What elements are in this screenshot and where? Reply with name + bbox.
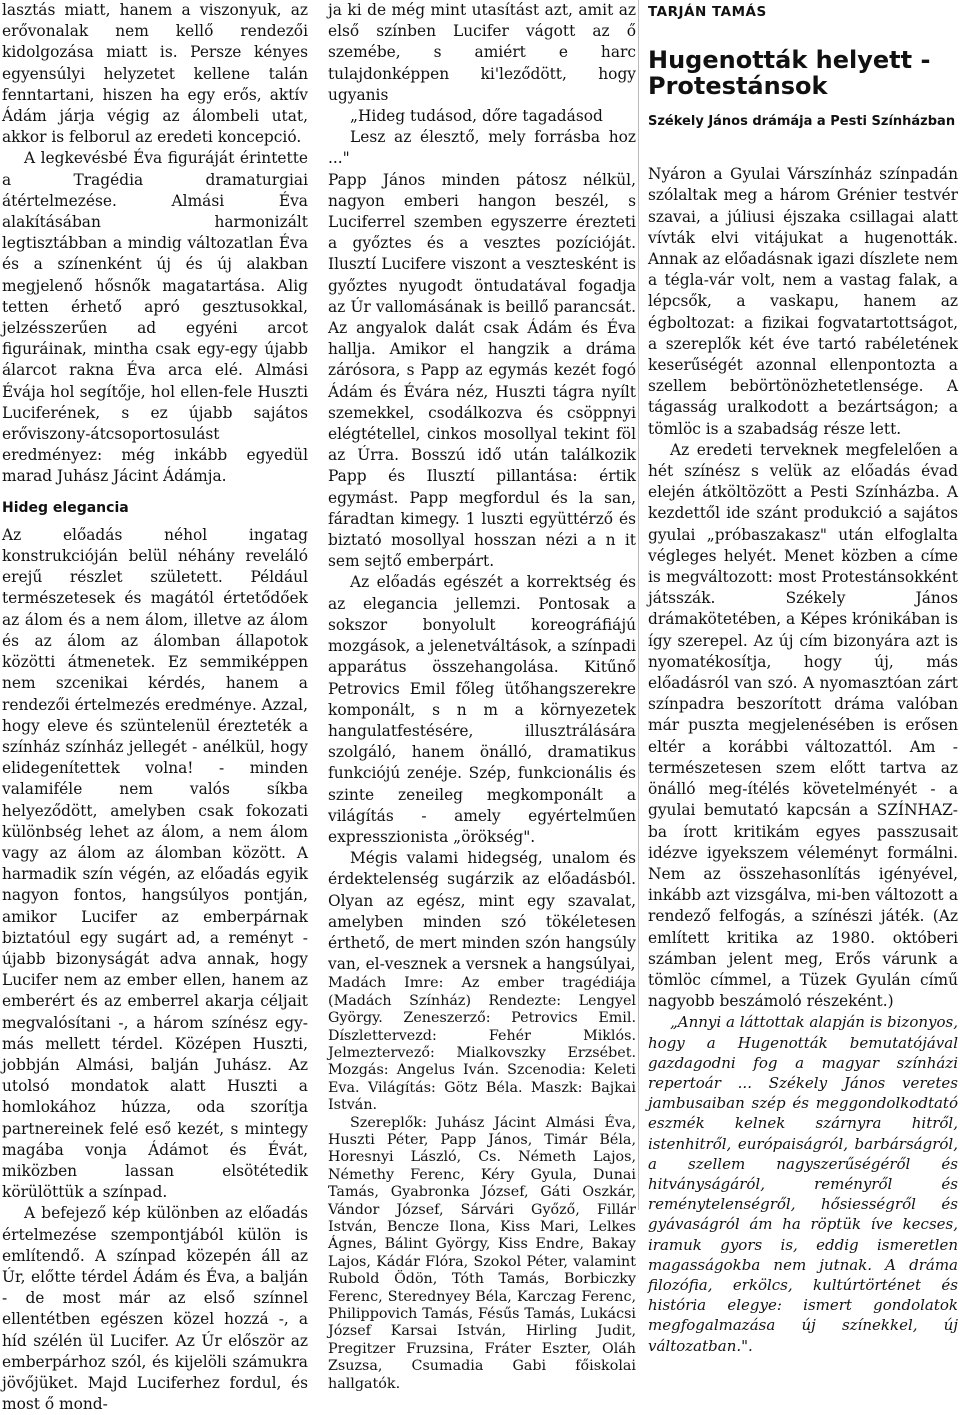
cast-list: Szereplők: Juhász Jácint Almási Éva, Huszti Péter, Papp János, Timár Béla, Horesnyi László, Cs. Németh Lajos, Némethy Ferenc, Kéry Gyula, Dunai Tamás, Gyabronka József, Gáti Oszkár, Vándor József, Sárvári Győző, Fillár István, Bencze Ilona, Kiss Mari, Lelkes Ágnes, Bálint György, Kiss Endre, Bakay Lajos, Kádár Flóra, Szokol Péter, valamint Rubold Ödön, Tóth Tamás, Borbiczky Ferenc, Sterednyey Béla, Karczag Ferenc, Philippovich Tamás, Fésűs Tamás, Lukácsi József Karsai István, Hirling Judit, Pregitzer Fruzsina, Fráter Eszter, Oláh Zsuzsa, Csumadia Gabi főiskolai hallgatók. — [328, 1114, 636, 1392]
author-name: TARJÁN TAMÁS — [648, 4, 767, 20]
paragraph: Az előadás néhol ingatag konstrukcióján belül néhány reveláló erejű részlet született. Például természetesek és magától értetődőek az álom és a nem álom, illetve az álom és az álom az álomban állapotok közötti átmenetek. Ez semmiképpen nem szcenikai kérdés, hanem a rendezői értelmezés eredménye. Azzal, hogy eleve és szüntelenül érezteték a színház színház jellegét - anélkül, hogy elidegenítettek volna! - minden valamiféle nem valós síkba helyeződött, amelyben csak fokozati különbség lehet az álom, a nem álom vagy az álom az álomban között. A harmadik szín végén, az előadás egyik nagyon fontos, hangsúlyos pontján, amikor Lucifer az emberpárnak biztatóul egy sugárt ad, a reményt - újabb bizonyságát adva annak, hogy Lucifer nem az ember ellen, hanem az emberért és az emberrel akarja céljait megvalósítani -, a három színész egy-más mellett térdel. Középen Huszti, jobbján Almási, balján Juhász. Az utolsó mondatok alatt Huszti a homlokához húzza, oda szorítja partnereinek felé eső kezét, s mintegy magába vonja Ádámot és Évát, miközben lassan elsötétedik körülöttük a színpad. — [2, 525, 308, 1202]
paragraph: Az eredeti terveknek megfelelően a hét színész s velük az előadás évad elején átköltözött a Pesti Színházba. A kezdettől ide szánt produkció a sajátos gyulai „próbaszakasz" után elfoglalta végleges helyét. Menet közben a címe is megváltozott: most Protestánsokként játsszák. Székely János drámakötetében, a Képes krónikában is így szerepel. Az új cím bizonyára azt is nyomatékosítja, hogy új, más előadásról van szó. A nyomasztóan zárt színpadra beszorított dráma valóban már puszta megjelenésében is erősen eltér a korábbi változattól. Am - természetesen szem előtt tartva az önálló meg-ítélés követelményét - a gyulai bemutató kapcsán a SZÍNHAZ-ba írott kritikám egyes passzusait idézve igyekszem véleményt formálni. Nem az összehasonlítás igényével, inkább azt vizsgálva, mi-ben változott a rendező felfogás, a színészi játék. (Az említett kritika az 1980. októberi számban jelent meg, Erős várunk a tömlöc címmel, a Tüzek Gyulán című nagyobb beszámoló részeként.) — [648, 440, 958, 1011]
paragraph: A legkevésbé Éva figuráját érintette a Tragédia dramaturgiai átértelmezése. Almási Éva alakításában harmonizált legtisztábban a mindig változatlan Éva és a színenként új és új alakban megjelenő hősnők magatartása. Alig tetten érhető apró gesztusokkal, jelzésszerűen ad egyéni arcot figuráinak, mintha csak egy-egy újabb álarcot rakna Éva arca elé. Almási Évája hol segítője, hol ellen-fele Huszti Luciferének, s ez újabb sajátos erőviszony-átcsoportosulást eredményez: még inkább egyedül marad Juhász Jácint Ádámja. — [2, 149, 308, 486]
article-title: Hugenották helyett - Protestánsok — [648, 46, 931, 101]
article-subtitle: Székely János drámája a Pesti Színházban — [648, 114, 956, 130]
article-column-3 — [648, 0, 958, 1355]
paragraph: A befejező kép különben az előadás értelmezése szempontjából külön is említendő. A színpad közepén áll az Úr, előtte térdel Ádám és Éva, a balján - de most már az első színnel ellentétben egészen közel hozzá -, a híd szélén ül Lucifer. Az Úr először az emberpárhoz szól, és kijelöli számukra jövőjüket. Majd Luciferhez fordul, és most ő mond- — [2, 1204, 308, 1414]
paragraph: Papp János minden pátosz nélkül, nagyon emberi hangon beszél, s Luciferrel szemben egyszerre érezteti a győztes és a vesztes pozícióját. Ilusztí Lucifere viszont a vesztesként is győztes nyugodt öntudatával fogadja az Úr vallomásának is beillő parancsát. Az angyalok dalát csak Ádám és Éva hallja. Amikor el hangzik a dráma zárósora, s Papp az egymás kezét fogó Ádám és Évára néz, Huszti tágra nyílt szemekkel, csodálkozva és csöppnyi elégtétellel, cinkos mosollyal tekint föl az Úrra. Bosszú idő után találkozik Papp és Ilusztí pillantása: értik egymást. Papp megfordul és la san, fáradtan kimegy. 1 luszti együttérző és biztató mosollyal hosszan nézi a n it sem sejtő emberpárt. — [328, 170, 636, 571]
paragraph: lasztás miatt, hanem a viszonyuk, az erővonalak nem kellő rendezői kidolgozása miatt is. Persze kényes egyensúlyi helyzetet kellene talán fenntartani, hiszen ha egy erős, aktív Ádám járja végig az álombeli utat, akkor is felborul az eredeti koncepció. — [2, 1, 308, 147]
column-divider — [638, 0, 639, 1210]
section-heading: Hideg elegancia — [2, 499, 129, 516]
paragraph: Nyáron a Gyulai Várszínház színpadán szólaltak meg a három Grénier testvér szavai, a júliusi éjszaka csillagai alatt vívták elvi vitájukat a hugenották. Annak az előadásnak igazi díszlete nem a tégla-vár volt, nem a vastag falak, a lépcsők, a vaskapu, hanem az égboltozat: a fizikai fogvatartottságot, a szereplők két éve tartó rabéletének keserűségét azonnal ellenpontozta a szellem bebörtönözhetetlensége. A tágasság uralkodott a bezártságon; a tömlöc is a szabadság része lett. — [648, 165, 958, 438]
paragraph: Mégis valami hidegség, unalom és érdektelenség sugárzik az előadásból. Olyan az egész, mint egy szavalat, amelyben minden szó tökéletesen érthető, de mert minden szón hangsúly van, el-vesznek a versnek a hangsúlyai, — [328, 849, 636, 974]
verse-line: Lesz az élesztő, mely forrásba hoz ..." — [328, 128, 636, 168]
paragraph: ja ki de még mint utasítást azt, amit az első színben Lucifer vágott az ő szemébe, s amiért e harc tulajdonképpen ki'leződött, hogy ugyanis — [328, 1, 636, 104]
production-credits: Madách Imre: Az ember tragédiája (Madách Színház) Rendezte: Lengyel György. Zeneszerző: Petrovics Emil. Díszlettervezd: Fehér Miklós. Jelmeztervező: Mialkovszky Erzsébet. Mozgás: Angelus Iván. Szcenodia: Keleti Eva. Világítás: Götz Béla. Maszk: Bajkai István. — [328, 975, 636, 1114]
verse-line: „Hideg tudásod, dőre tagadásod — [350, 107, 603, 126]
paragraph: Az előadás egészét a korrektség és az elegancia jellemzi. Pontosak a sokszor bonyolult koreográfiájú mozgások, a jelenetváltások, a színpadi apparátus összehangolása. Kitűnő Petrovics Emil főleg ütőhangszerekre komponált, s n m a környezetek hangulatfestésére, illusztrálására szolgáló, hanem önálló, dramatikus funkciójú zenéje. Szép, funkcionális és szinte zeneileg megkomponált a világítás - amely egyértelműen expresszionista „örökség". — [328, 573, 636, 846]
quoted-passage: „Annyi a láttottak alapján is bizonyos, hogy a Hugenották bemutatójával gazdagodni fog a magyar színházi repertoár ... Székely János veretes jambusaiban szép és meggondolkodtató eszmék kelnek szárnyra hitről, istenhitről, európaiságról, barbárságról, a szellem nagyszerűségéről és hitványságáról, reményről és reménytelenségről, hősiességről és gyávaságról ám ha röptük íve kecses, iramuk gyors is, eddig ismeretlen magasságokba nem jutnak. A dráma filozófia, erkölcs, kultúrtörténet és história elegye: ismert gondolatok megfogalmazása új színekkel, új változatban.". — [648, 1013, 958, 1355]
article-column-1 — [2, 0, 308, 1414]
article-column-2 — [328, 0, 636, 1392]
